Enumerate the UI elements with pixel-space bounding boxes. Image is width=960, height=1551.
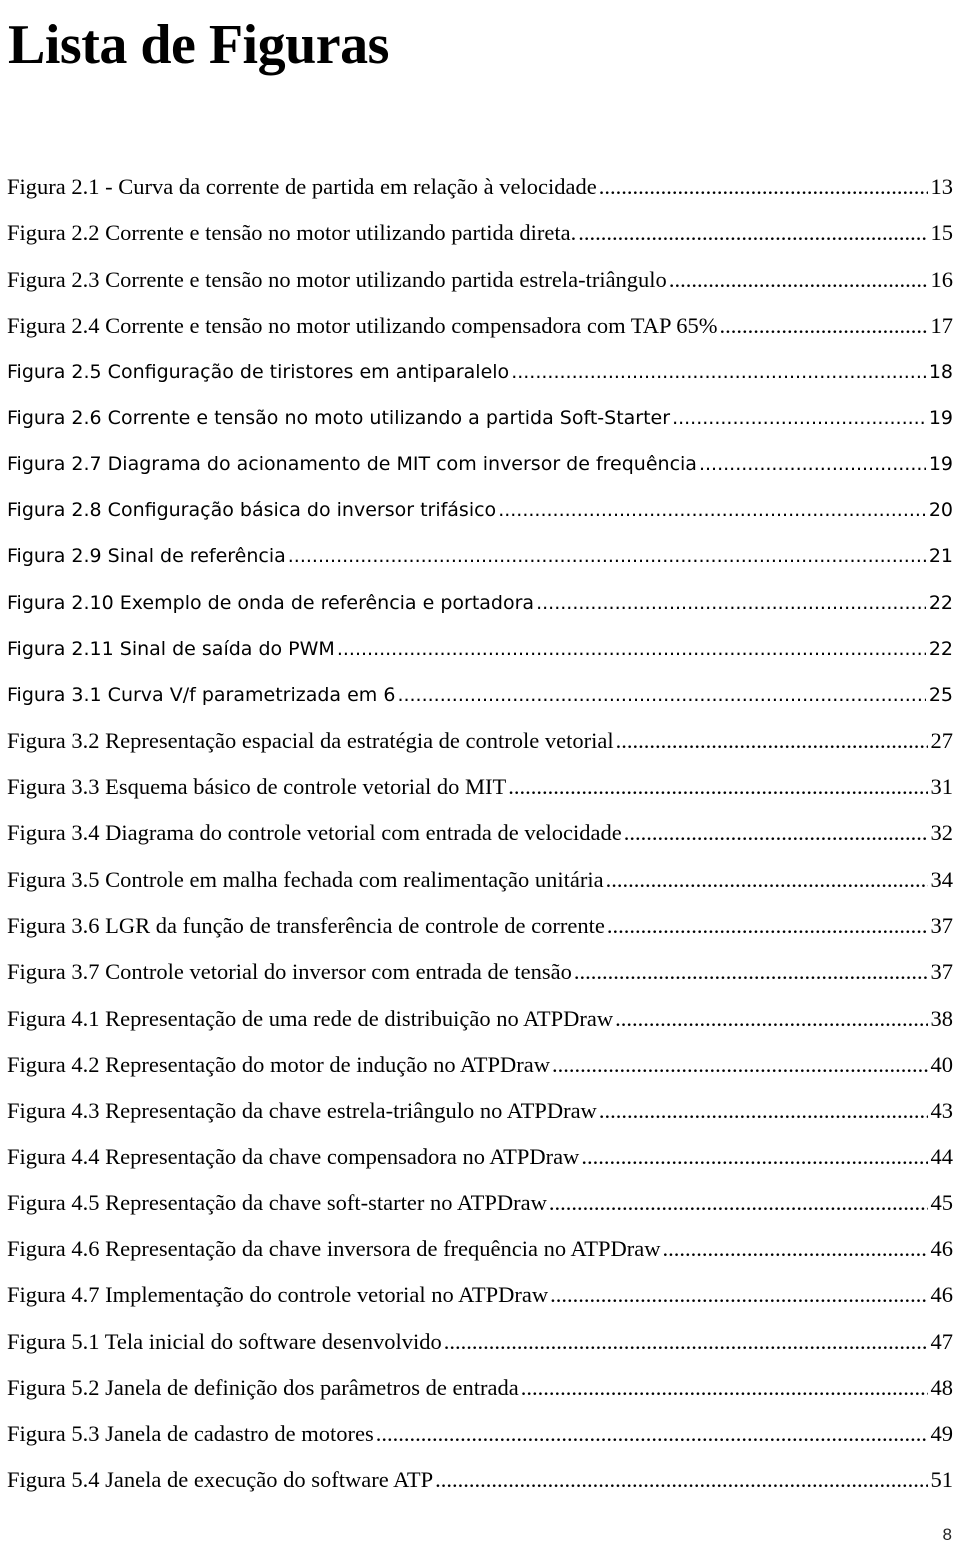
figure-entry-page: 21 [928,545,953,567]
figure-entry-page: 46 [930,1236,953,1261]
dot-leader [444,1327,928,1357]
figure-entry[interactable] [7,541,953,571]
figure-entry[interactable] [7,957,953,987]
figure-entry[interactable] [7,218,953,248]
page-number: 8 [942,1525,952,1544]
dot-leader [599,172,928,202]
figure-entry-page: 45 [930,1190,953,1215]
figure-entry-page: 15 [930,220,953,245]
dot-leader [624,818,928,848]
figure-entry-page: 19 [928,453,953,475]
figure-entry-label: Figura 2.9 Sinal de referência [7,545,286,567]
dot-leader [672,403,926,433]
figure-entry[interactable] [7,1188,953,1218]
figure-entry-label: Figura 4.2 Representação do motor de indução no ATPDraw [7,1052,550,1077]
figure-entry-page: 43 [930,1098,953,1123]
dot-leader [606,865,928,895]
figure-entry-label: Figura 2.10 Exemplo de onda de referência e portadora [7,592,535,614]
figure-entry-page: 18 [928,361,953,383]
figure-entry-label: Figura 5.1 Tela inicial do software desenvolvido [7,1329,442,1354]
figure-entry[interactable] [7,357,953,387]
figure-entry-page: 17 [930,313,953,338]
figure-entry[interactable] [7,1419,953,1449]
figure-entry[interactable] [7,911,953,941]
dot-leader [435,1465,927,1495]
figure-entry[interactable] [7,1004,953,1034]
figure-entry-label: Figura 2.7 Diagrama do acionamento de MIT com inversor de frequência [7,453,697,475]
dot-leader [669,265,928,295]
dot-leader [498,495,926,525]
figure-entry-label: Figura 2.4 Corrente e tensão no motor utilizando compensadora com TAP 65% [7,313,718,338]
figure-entry-page: 34 [930,867,953,892]
figure-entry[interactable] [7,1373,953,1403]
figure-entry-label: Figura 2.2 Corrente e tensão no motor utilizando partida direta. [7,220,577,245]
figure-entry-label: Figura 3.4 Diagrama do controle vetorial com entrada de velocidade [7,820,622,845]
figure-entry[interactable] [7,634,953,664]
figure-entry-label: Figura 4.4 Representação da chave compensadora no ATPDraw [7,1144,580,1169]
figure-entry-label: Figura 2.1 - Curva da corrente de partida em relação à velocidade [7,174,597,199]
figure-entry[interactable] [7,865,953,895]
dot-leader [574,957,928,987]
figure-entry-page: 48 [930,1375,953,1400]
figure-entry-page: 25 [928,684,953,706]
dot-leader [616,726,928,756]
figure-entry-page: 32 [930,820,953,845]
dot-leader [337,634,926,664]
figure-entry[interactable] [7,1280,953,1310]
figure-entry-label: Figura 2.5 Configuração de tiristores em antiparalelo [7,361,510,383]
dot-leader [550,1280,927,1310]
figure-entry-label: Figura 3.5 Controle em malha fechada com realimentação unitária [7,867,604,892]
dot-leader [607,911,928,941]
figure-entry-page: 20 [928,499,953,521]
dot-leader [578,218,927,248]
dot-leader [615,1004,927,1034]
dot-leader [663,1234,928,1264]
dot-leader [699,449,926,479]
dot-leader [376,1419,928,1449]
figure-entry[interactable] [7,772,953,802]
figure-entry-label: Figura 5.2 Janela de definição dos parâmetros de entrada [7,1375,519,1400]
figure-entry-page: 19 [928,407,953,429]
figure-entry[interactable] [7,1050,953,1080]
figure-entry-page: 51 [930,1467,953,1492]
figure-entry[interactable] [7,1234,953,1264]
figure-entry-label: Figura 3.3 Esquema básico de controle vetorial do MIT [7,774,507,799]
figure-entry-page: 16 [930,267,953,292]
figure-entry-page: 44 [930,1144,953,1169]
figure-entry[interactable] [7,172,953,202]
figure-entry-page: 46 [930,1282,953,1307]
figure-entry[interactable] [7,818,953,848]
figure-entry-page: 37 [930,959,953,984]
figure-entry-page: 13 [930,174,953,199]
figure-entry-page: 47 [930,1329,953,1354]
dot-leader [536,588,926,618]
figure-entry-label: Figura 4.7 Implementação do controle vetorial no ATPDraw [7,1282,549,1307]
figure-entry-label: Figura 4.5 Representação da chave soft-starter no ATPDraw [7,1190,547,1215]
dot-leader [397,680,925,710]
figure-entry-label: Figura 2.11 Sinal de saída do PWM [7,638,335,660]
figure-entry-page: 38 [930,1006,953,1031]
figure-entry-label: Figura 2.8 Configuração básica do inversor trifásico [7,499,497,521]
dot-leader [599,1096,928,1126]
figure-entry[interactable] [7,403,953,433]
figure-entry[interactable] [7,1465,953,1495]
dot-leader [581,1142,927,1172]
figure-entry-label: Figura 5.4 Janela de execução do software ATP [7,1467,434,1492]
figure-entry[interactable] [7,588,953,618]
figure-entry-page: 49 [930,1421,953,1446]
figure-entry-page: 22 [928,638,953,660]
figure-entry-label: Figura 3.6 LGR da função de transferência de controle de corrente [7,913,605,938]
dot-leader [549,1188,928,1218]
figure-entry-label: Figura 4.3 Representação da chave estrela-triângulo no ATPDraw [7,1098,597,1123]
figure-entry-page: 37 [930,913,953,938]
figure-entry[interactable] [7,1142,953,1172]
figure-entry[interactable] [7,495,953,525]
figure-entry[interactable] [7,265,953,295]
figure-entry-label: Figura 3.7 Controle vetorial do inversor com entrada de tensão [7,959,572,984]
figure-entry-page: 22 [928,592,953,614]
page-title: Lista de Figuras [8,14,389,76]
figure-entry-label: Figura 5.3 Janela de cadastro de motores [7,1421,374,1446]
figure-entry-label: Figura 2.6 Corrente e tensão no moto utilizando a partida Soft-Starter [7,407,671,429]
figure-entry-label: Figura 4.1 Representação de uma rede de distribuição no ATPDraw [7,1006,614,1031]
figure-entry[interactable] [7,726,953,756]
figure-entry-page: 31 [930,774,953,799]
dot-leader [508,772,927,802]
figure-entry[interactable] [7,1096,953,1126]
figure-entry[interactable] [7,311,953,341]
figure-entry[interactable] [7,680,953,710]
dot-leader [521,1373,928,1403]
figure-entry-page: 27 [930,728,953,753]
figure-entry[interactable] [7,449,953,479]
figure-entry-label: Figura 3.1 Curva V/f parametrizada em 6 [7,684,396,706]
dot-leader [288,541,926,571]
dot-leader [720,311,928,341]
dot-leader [552,1050,928,1080]
figure-entry-label: Figura 3.2 Representação espacial da estratégia de controle vetorial [7,728,614,753]
figure-entry-page: 40 [930,1052,953,1077]
figure-entry-label: Figura 4.6 Representação da chave inversora de frequência no ATPDraw [7,1236,661,1261]
dot-leader [511,357,926,387]
figure-entry-label: Figura 2.3 Corrente e tensão no motor utilizando partida estrela-triângulo [7,267,667,292]
figure-entry[interactable] [7,1327,953,1357]
